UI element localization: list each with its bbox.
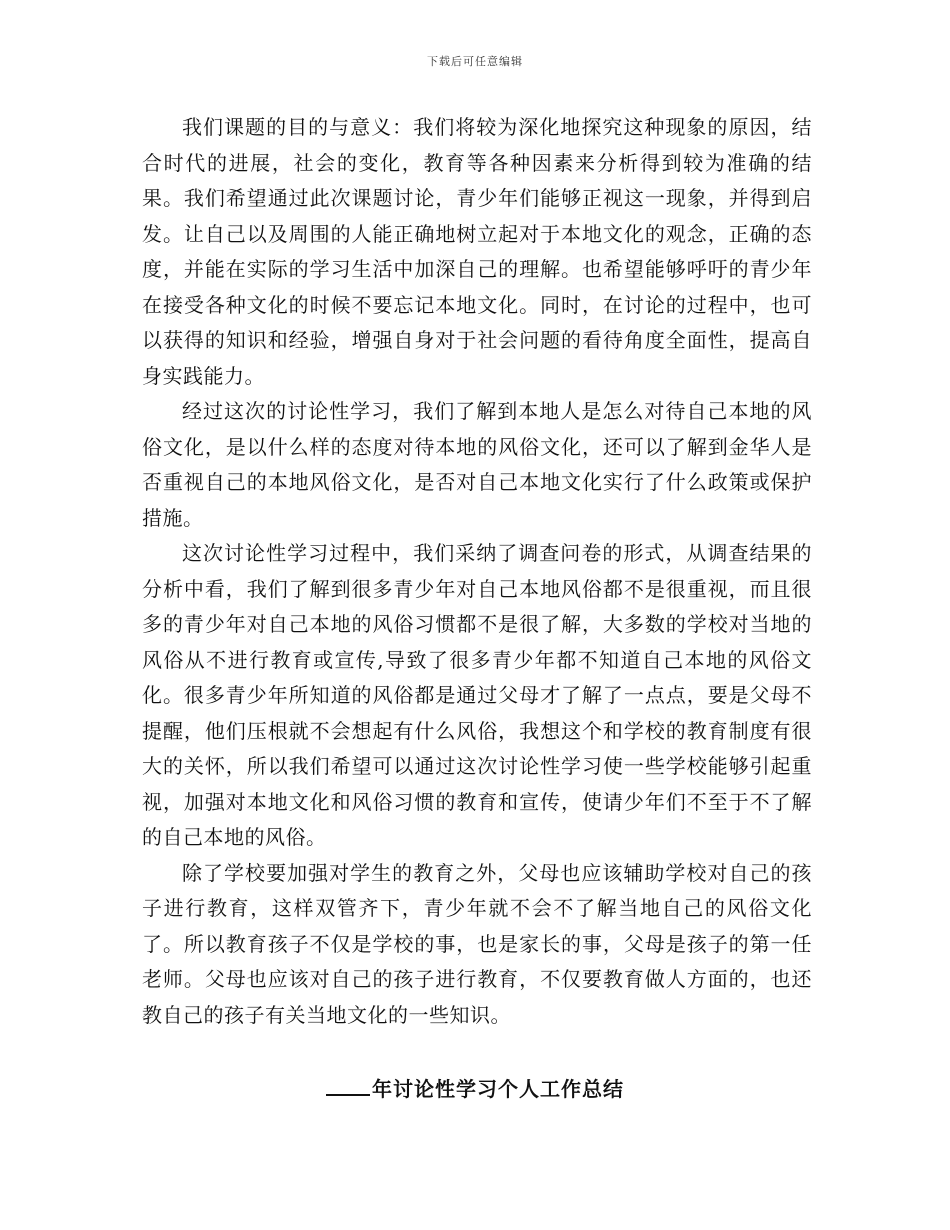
paragraph-findings: 经过这次的讨论性学习，我们了解到本地人是怎么对待自己本地的风俗文化，是以什么样的态度对待本地的风俗文化，还可以了解到金华人是否重视自己的本地风俗文化，是否对自己本地文化实行了什么政策或保护措施。 [142,399,812,530]
section-title [0,1074,950,1104]
header-note: 下载后可任意编辑 [427,55,523,68]
title-text: 年讨论性学习个人工作总结 [372,1077,624,1101]
document-body [142,110,812,1033]
paragraph-survey: 这次讨论性学习过程中，我们采纳了调查问卷的形式，从调查结果的分析中看，我们了解到很多青少年对自己本地风俗都不是很重视，而且很多的青少年对自己本地的风俗习惯都不是很了解，大多数的学校对当地的风俗从不进行教育或宣传,导致了很多青少年都不知道自己本地的风俗文化。很多青少年所知道的风俗都是通过父母才了解了一点点，要是父母不提醒，他们压根就不会想起有什么风俗，我想这个和学校的教育制度有很大的关怀，所以我们希望可以通过这次讨论性学习使一些学校能够引起重视，加强对本地文化和风俗习惯的教育和宣传，使请少年们不至于不了解的自己本地的风俗。 [142,541,812,849]
paragraph-purpose: 我们课题的目的与意义：我们将较为深化地探究这种现象的原因，结合时代的进展，社会的变化，教育等各种因素来分析得到较为准确的结果。我们希望通过此次课题讨论，青少年们能够正视这一现象，并得到启发。让自己以及周围的人能正确地树立起对于本地文化的观念，正确的态度，并能在实际的学习生活中加深自己的理解。也希望能够呼吁的青少年在接受各种文化的时候不要忘记本地文化。同时，在讨论的过程中，也可以获得的知识和经验，增强自身对于社会问题的看待角度全面性，提高自身实践能力。 [142,115,812,388]
paragraph-parents: 除了学校要加强对学生的教育之外，父母也应该辅助学校对自己的孩子进行教育，这样双管齐下，青少年就不会不了解当地自己的风俗文化了。所以教育孩子不仅是学校的事，也是家长的事，父母是孩子的第一任老师。父母也应该对自己的孩子进行教育，不仅要教育做人方面的，也还教自己的孩子有关当地文化的一些知识。 [142,860,812,1027]
title-blank-line [326,1074,370,1096]
